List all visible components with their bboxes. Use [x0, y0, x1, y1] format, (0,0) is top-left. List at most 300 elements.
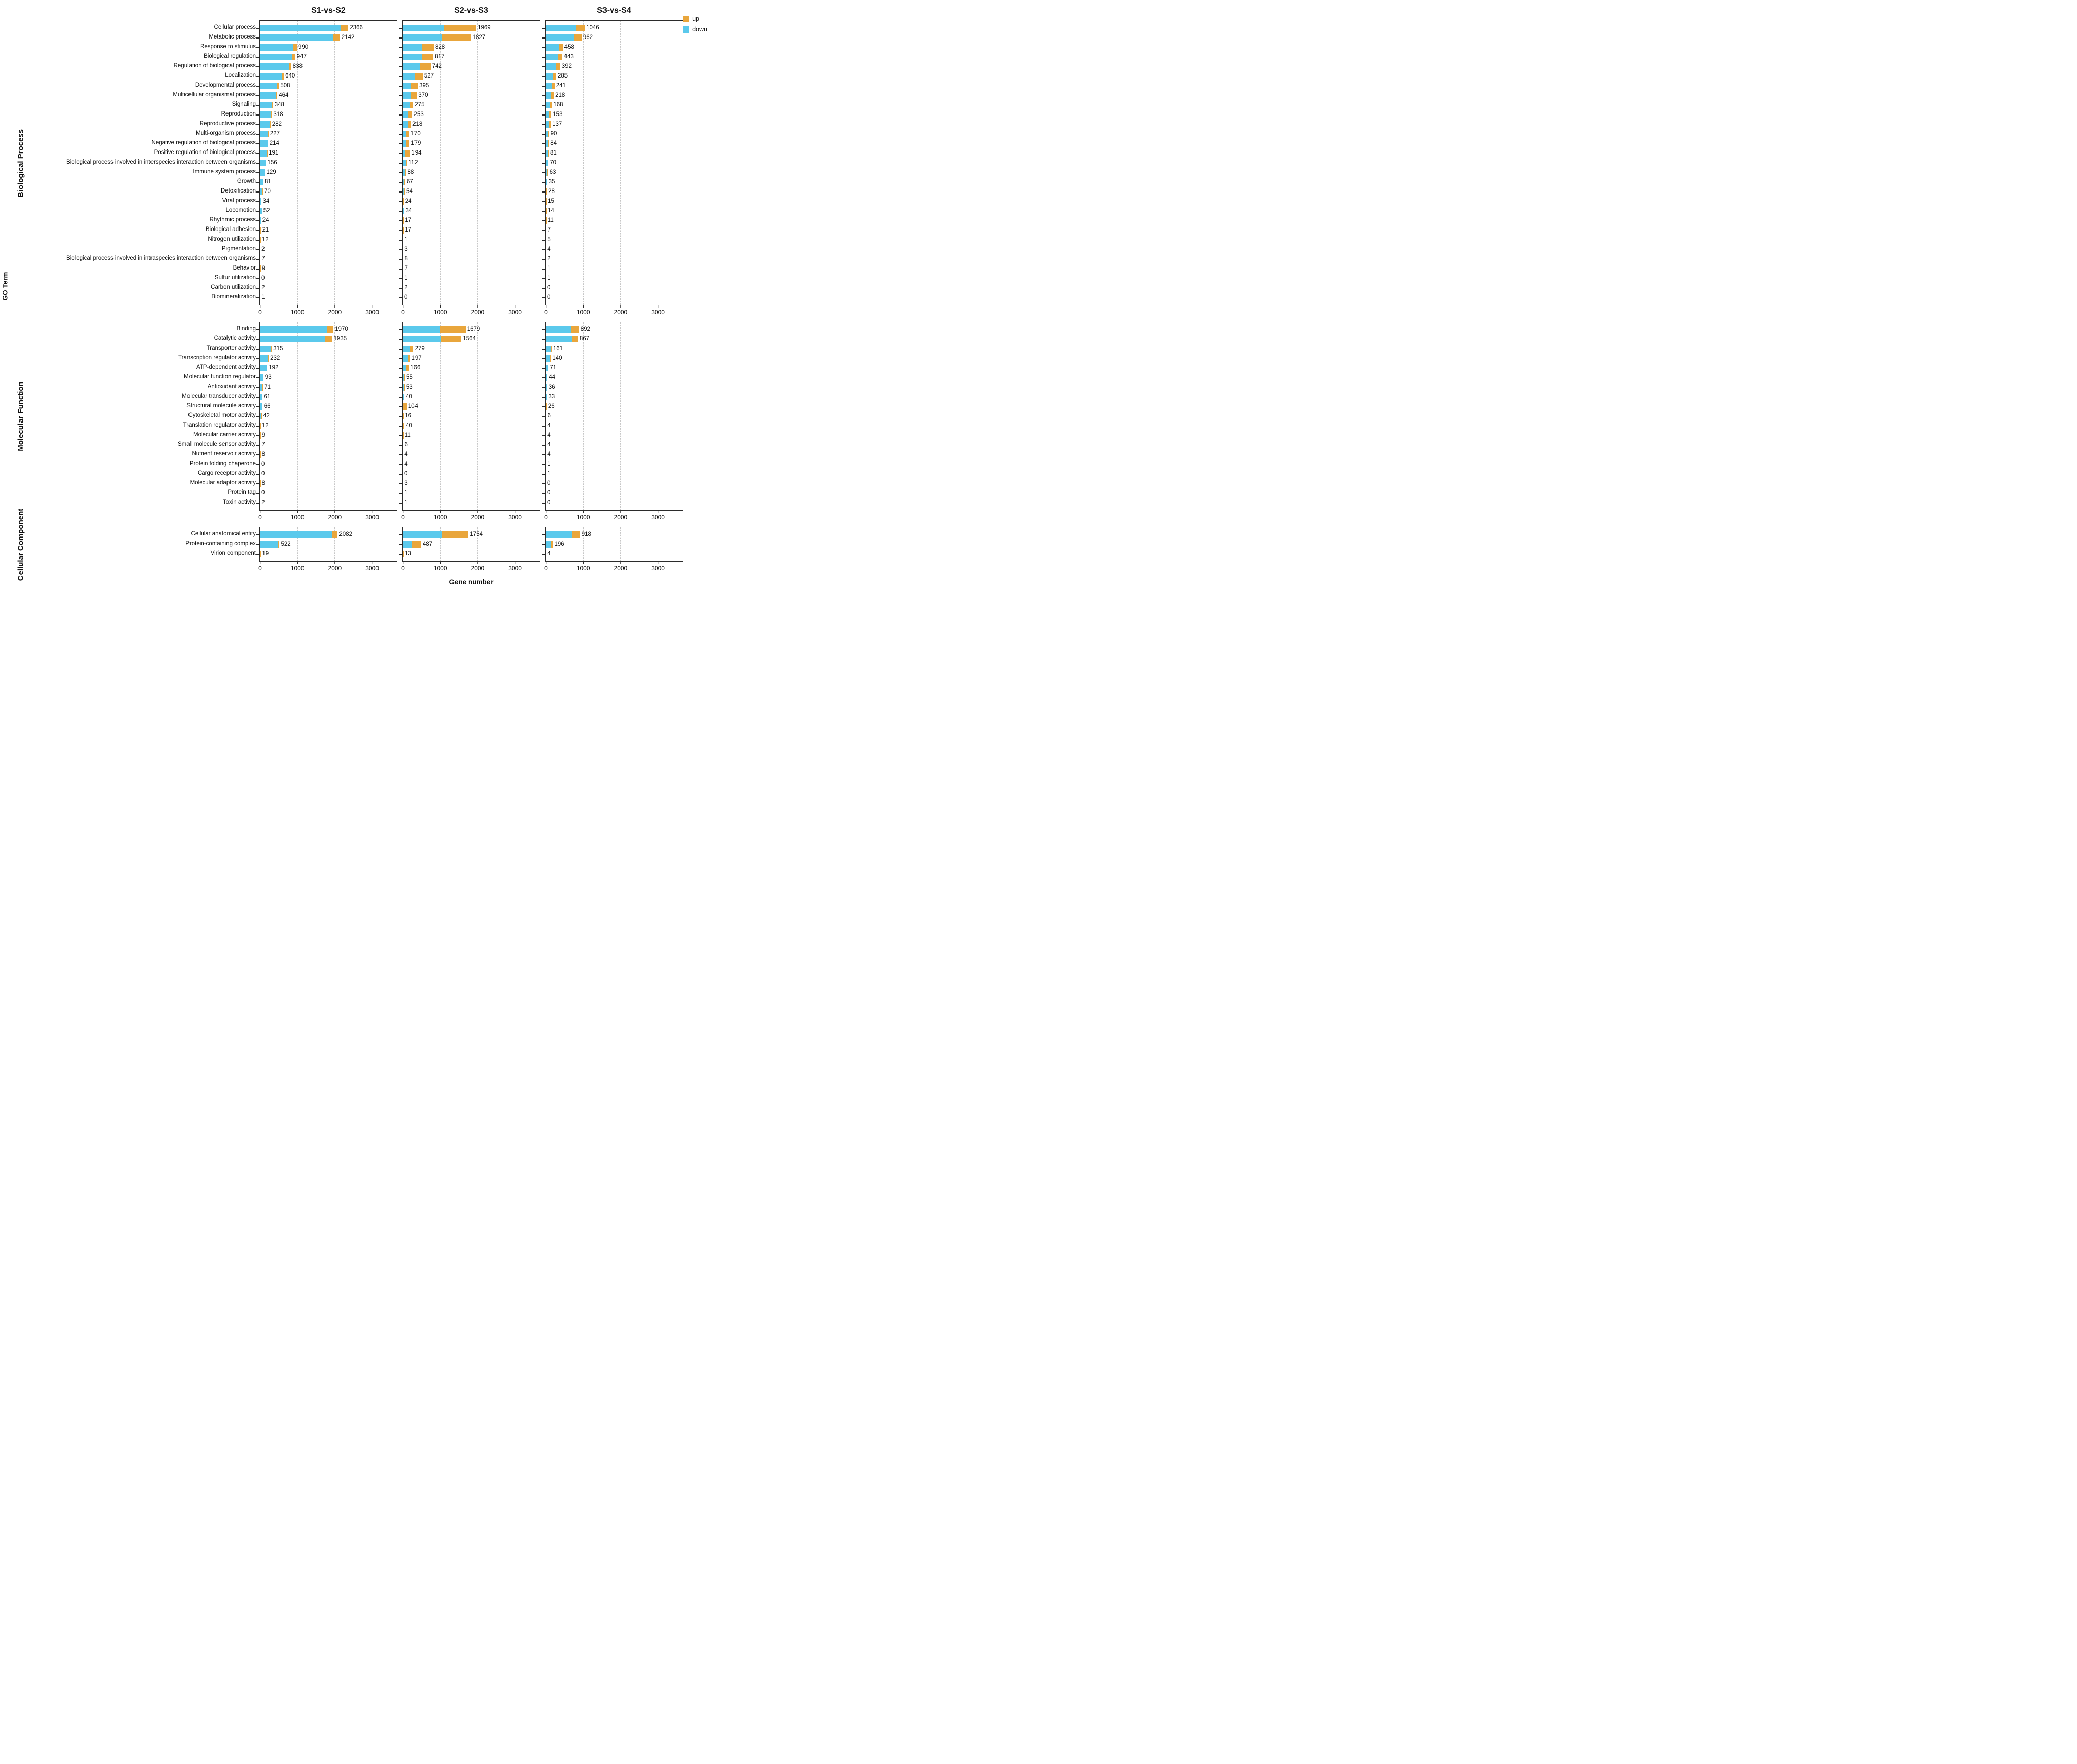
stacked-bar	[260, 92, 277, 99]
stacked-bar	[546, 111, 551, 118]
up-bar-segment	[556, 63, 560, 70]
down-bar-segment	[546, 63, 556, 70]
stacked-bar	[403, 403, 407, 410]
bar-row	[403, 440, 540, 450]
bar-value-label: 12	[261, 237, 269, 243]
bar-value-label: 1	[547, 265, 551, 272]
bar-row	[546, 402, 683, 411]
bar-value-label: 81	[550, 150, 557, 156]
bar-value-label: 7	[547, 227, 551, 233]
bar-row	[260, 488, 397, 498]
x-tick-mark	[546, 562, 547, 564]
bar-row	[546, 264, 683, 274]
x-tick-label: 3000	[651, 565, 665, 572]
go-term-label: Cellular process	[214, 24, 256, 30]
stacked-bar	[546, 326, 579, 333]
bar-value-label: 508	[280, 83, 290, 89]
bar-row	[403, 363, 540, 373]
up-bar-segment	[442, 34, 471, 41]
go-term-label: Regulation of biological process	[173, 63, 256, 69]
up-bar-segment	[415, 73, 423, 80]
bar-value-label: 838	[292, 63, 303, 69]
down-bar-segment	[260, 140, 268, 147]
bar-row	[546, 62, 683, 71]
bar-row	[546, 411, 683, 421]
x-tick-mark	[546, 305, 547, 308]
x-tick-mark	[440, 305, 441, 308]
bars-area	[260, 21, 397, 305]
x-tick-mark	[546, 511, 547, 513]
bar-row	[260, 225, 397, 235]
bp-axis-s3	[545, 305, 683, 318]
bar-row	[403, 245, 540, 254]
bar-row	[260, 382, 397, 392]
bar-value-label: 26	[548, 403, 555, 409]
bar-row	[403, 549, 540, 559]
go-term-label: Sulfur utilization	[214, 275, 256, 281]
stacked-bar	[260, 140, 268, 147]
bar-value-label: 4	[547, 442, 551, 448]
bar-row	[403, 120, 540, 129]
down-bar-segment	[260, 131, 268, 137]
section-side-label	[10, 322, 31, 511]
go-term-label: Positive regulation of biological process	[154, 149, 256, 156]
bar-value-label: 1	[261, 294, 265, 300]
bar-row	[546, 216, 683, 225]
down-bar-segment	[403, 63, 420, 70]
down-bar-segment	[403, 25, 444, 31]
bar-row	[403, 411, 540, 421]
x-tick-mark	[583, 562, 584, 564]
bar-value-label: 104	[408, 403, 418, 409]
bar-value-label: 28	[548, 188, 555, 195]
bar-row	[260, 549, 397, 559]
x-tick-label: 3000	[365, 514, 379, 521]
bar-row	[403, 293, 540, 302]
bar-value-label: 214	[269, 140, 279, 146]
bar-row	[260, 197, 397, 206]
bar-row	[546, 354, 683, 363]
stacked-bar	[546, 92, 554, 99]
bar-row	[260, 168, 397, 177]
go-term-label: Biomineralization	[211, 294, 256, 300]
bar-row	[260, 158, 397, 168]
bar-value-label: 0	[261, 275, 265, 281]
bar-value-label: 90	[550, 131, 557, 137]
bar-value-label: 1046	[586, 25, 599, 31]
bar-row	[403, 264, 540, 274]
bar-value-label: 0	[547, 480, 551, 486]
down-bar-segment	[403, 326, 440, 333]
bp-axis-s2	[402, 305, 540, 318]
bar-row	[260, 530, 397, 540]
bar-row	[403, 139, 540, 148]
bar-row	[403, 254, 540, 264]
bar-value-label: 3	[404, 246, 408, 252]
legend-item-up	[683, 15, 707, 22]
mf-axis-s1	[259, 511, 397, 523]
bar-value-label: 0	[547, 490, 551, 496]
bar-row	[403, 469, 540, 479]
go-term-label: Developmental process	[195, 82, 256, 88]
down-bar-segment	[260, 160, 266, 166]
down-bar-segment	[546, 326, 571, 333]
bar-value-label: 84	[550, 140, 557, 146]
stacked-bar	[260, 83, 279, 89]
bar-value-label: 2	[404, 285, 408, 291]
bar-row	[546, 139, 683, 148]
x-tick-label: 0	[544, 565, 548, 572]
stacked-bar	[403, 54, 433, 60]
bar-row	[403, 283, 540, 293]
go-term-label: Viral process	[222, 198, 256, 204]
bar-value-label: 1970	[335, 326, 348, 332]
stacked-bar	[260, 34, 340, 41]
down-bar-segment	[403, 131, 406, 137]
section-label-biological-process: Biological Process	[16, 129, 25, 197]
bar-row	[546, 33, 683, 43]
down-bar-segment	[260, 44, 293, 51]
bar-value-label: 137	[552, 121, 562, 127]
bar-value-label: 166	[410, 365, 421, 371]
x-tick-label: 0	[544, 514, 548, 521]
down-bar-segment	[260, 121, 270, 128]
x-axis-title-row	[10, 578, 709, 586]
bar-value-label: 81	[264, 179, 271, 185]
bars-area	[546, 527, 683, 561]
up-bar-segment	[441, 336, 461, 342]
bar-value-label: 63	[549, 169, 556, 175]
down-bar-segment	[260, 531, 332, 538]
bar-value-label: 458	[564, 44, 574, 50]
up-bar-segment	[442, 531, 468, 538]
bar-value-label: 0	[261, 471, 265, 477]
up-bar-segment	[444, 25, 476, 31]
bar-row	[403, 235, 540, 245]
bars-area	[403, 21, 540, 305]
go-term-label: Biological process involved in interspecies interaction between organisms	[66, 159, 256, 165]
x-tick-label: 0	[401, 309, 405, 316]
bar-value-label: 21	[262, 227, 269, 233]
stacked-bar	[546, 34, 582, 41]
bar-value-label: 1564	[463, 336, 476, 342]
x-tick-label: 2000	[614, 565, 628, 572]
bar-value-label: 0	[547, 285, 551, 291]
bar-value-label: 392	[561, 63, 572, 69]
section-side-label	[10, 508, 31, 581]
down-bar-segment	[260, 34, 333, 41]
bar-value-label: 7	[261, 256, 265, 262]
x-tick-label: 3000	[508, 565, 522, 572]
bar-value-label: 279	[414, 346, 425, 352]
section-molecular-function	[10, 322, 709, 511]
bar-value-label: 140	[552, 355, 562, 361]
bar-row	[546, 120, 683, 129]
cc-x-axis	[10, 562, 709, 574]
bar-row	[546, 382, 683, 392]
bar-row	[546, 363, 683, 373]
bar-value-label: 4	[404, 461, 408, 467]
x-tick-label: 1000	[290, 565, 305, 572]
up-bar-segment	[332, 531, 338, 538]
up-bar-segment	[558, 54, 562, 60]
mf-category-labels	[31, 322, 259, 511]
go-term-label: Reproduction	[221, 111, 256, 117]
bar-row	[403, 43, 540, 52]
down-bar-segment	[403, 83, 411, 89]
bar-value-label: 179	[411, 140, 421, 146]
bar-row	[260, 52, 397, 62]
down-bar-segment	[260, 63, 289, 70]
down-bar-segment	[260, 83, 277, 89]
bar-row	[546, 540, 683, 549]
bar-value-label: 218	[555, 92, 565, 98]
bar-value-label: 0	[261, 461, 265, 467]
bar-value-label: 443	[563, 54, 574, 60]
x-tick-mark	[403, 511, 404, 513]
legend	[683, 15, 707, 33]
x-tick-mark	[477, 562, 478, 564]
bar-value-label: 14	[547, 208, 554, 214]
x-tick-label: 0	[544, 309, 548, 316]
go-term-label: Biological process involved in intraspecies interaction between organisms	[66, 255, 256, 261]
x-tick-label: 2000	[471, 565, 485, 572]
bar-row	[403, 158, 540, 168]
x-tick-mark	[260, 511, 261, 513]
x-tick-label: 2000	[328, 565, 342, 572]
x-tick-mark	[334, 511, 335, 513]
bar-value-label: 241	[556, 83, 566, 89]
x-tick-label: 3000	[651, 514, 665, 521]
stacked-bar	[546, 336, 578, 342]
down-bar-segment	[403, 92, 411, 99]
bar-value-label: 867	[579, 336, 590, 342]
bar-row	[403, 33, 540, 43]
bar-value-label: 53	[406, 384, 413, 390]
go-term-label: Transcription regulator activity	[178, 355, 256, 361]
bar-value-label: 1	[547, 461, 551, 467]
bar-row	[260, 71, 397, 81]
bar-value-label: 1935	[333, 336, 347, 342]
bar-row	[546, 43, 683, 52]
x-tick-label: 3000	[365, 565, 379, 572]
bar-row	[260, 23, 397, 33]
bar-row	[260, 274, 397, 283]
down-bar-segment	[546, 541, 551, 548]
bar-row	[546, 148, 683, 158]
stacked-bar	[403, 34, 471, 41]
x-tick-label: 2000	[471, 309, 485, 316]
go-term-label: Antioxidant activity	[207, 384, 256, 390]
bar-value-label: 348	[274, 102, 284, 108]
go-term-label: Transporter activity	[206, 345, 256, 351]
down-bar-segment	[403, 44, 422, 51]
stacked-bar	[403, 63, 431, 70]
x-tick-label: 0	[258, 514, 262, 521]
bar-value-label: 19	[262, 551, 269, 557]
down-bar-segment	[260, 150, 267, 157]
x-tick-mark	[372, 562, 373, 564]
bar-row	[546, 459, 683, 469]
stacked-bar	[546, 102, 552, 108]
bar-row	[403, 23, 540, 33]
stacked-bar	[546, 541, 553, 548]
cc-panel-s3-vs-s4	[545, 527, 683, 562]
bar-row	[403, 344, 540, 354]
down-bar-segment	[403, 73, 415, 80]
bar-row	[546, 158, 683, 168]
bar-value-label: 17	[405, 227, 412, 233]
go-term-label: Signaling	[232, 101, 256, 107]
bar-value-label: 13	[404, 551, 411, 557]
bar-value-label: 2082	[339, 531, 352, 538]
bar-value-label: 395	[419, 83, 429, 89]
bar-row	[403, 373, 540, 382]
bars-area	[403, 527, 540, 561]
bar-value-label: 88	[407, 169, 414, 175]
bp-panel-s1-vs-s2	[259, 20, 397, 305]
x-tick-label: 1000	[576, 309, 590, 316]
down-bar-segment	[546, 73, 553, 80]
bar-value-label: 4	[547, 423, 551, 429]
bar-row	[260, 81, 397, 91]
bar-row	[260, 540, 397, 549]
stacked-bar	[260, 541, 279, 548]
x-tick-mark	[403, 562, 404, 564]
go-term-label: Molecular adaptor activity	[190, 480, 256, 486]
down-bar-segment	[403, 365, 406, 371]
bar-value-label: 54	[406, 188, 413, 195]
x-tick-label: 3000	[508, 514, 522, 521]
bar-row	[403, 354, 540, 363]
up-bar-segment	[571, 326, 579, 333]
go-term-label: Molecular function regulator	[184, 374, 256, 380]
go-term-label: Multicellular organismal process	[173, 92, 256, 98]
go-term-label: Growth	[237, 178, 256, 184]
bar-row	[546, 52, 683, 62]
bar-row	[546, 71, 683, 81]
bar-row	[546, 293, 683, 302]
x-axis-title: Gene number	[449, 578, 494, 586]
bar-row	[546, 23, 683, 33]
x-tick-mark	[260, 305, 261, 308]
down-bar-segment	[546, 34, 574, 41]
bar-value-label: 742	[432, 63, 442, 69]
bp-panel-s3-vs-s4	[545, 20, 683, 305]
stacked-bar	[546, 131, 549, 137]
go-term-label: Response to stimulus	[200, 44, 256, 50]
bar-row	[546, 129, 683, 139]
down-bar-segment	[546, 102, 550, 108]
x-tick-label: 3000	[651, 309, 665, 316]
cc-axis-s3	[545, 562, 683, 574]
go-term-label: Binding	[236, 326, 256, 332]
go-term-label: Small molecule sensor activity	[177, 441, 256, 447]
bar-row	[403, 187, 540, 197]
stacked-bar	[403, 541, 421, 548]
go-term-label: Metabolic process	[209, 34, 256, 40]
up-bar-segment	[411, 83, 418, 89]
bar-value-label: 318	[273, 111, 283, 118]
bar-value-label: 192	[269, 365, 279, 371]
stacked-bar	[546, 346, 552, 352]
stacked-bar	[403, 102, 413, 108]
stacked-bar	[546, 121, 551, 128]
bar-row	[403, 450, 540, 459]
go-term-label: Cargo receptor activity	[197, 470, 256, 476]
go-term-label: Biological regulation	[204, 53, 256, 59]
bar-value-label: 4	[404, 451, 408, 457]
bar-row	[403, 225, 540, 235]
bar-row	[403, 488, 540, 498]
x-tick-label: 0	[401, 565, 405, 572]
down-bar-segment	[546, 54, 558, 60]
x-tick-mark	[440, 562, 441, 564]
bar-value-label: 7	[261, 442, 265, 448]
bp-x-axis	[10, 305, 709, 318]
bar-value-label: 0	[547, 294, 551, 300]
up-bar-segment	[574, 34, 582, 41]
down-bar-segment	[260, 541, 278, 548]
up-bar-segment	[406, 140, 410, 147]
x-tick-label: 0	[258, 309, 262, 316]
bar-value-label: 196	[554, 541, 564, 547]
bar-row	[546, 177, 683, 187]
bar-value-label: 2	[261, 246, 265, 252]
up-bar-segment	[559, 44, 563, 51]
x-tick-mark	[658, 562, 659, 564]
bar-row	[403, 479, 540, 488]
x-tick-mark	[334, 305, 335, 308]
bar-row	[403, 206, 540, 216]
bar-value-label: 282	[272, 121, 282, 127]
bar-row	[546, 421, 683, 431]
bar-value-label: 4	[547, 432, 551, 438]
down-bar-segment	[546, 355, 550, 362]
bar-value-label: 8	[404, 256, 408, 262]
up-bar-segment	[293, 44, 297, 51]
stacked-bar	[260, 355, 269, 362]
bar-row	[546, 440, 683, 450]
go-term-label: Reproductive process	[199, 121, 256, 127]
bar-row	[260, 206, 397, 216]
down-bar-segment	[403, 336, 441, 342]
bar-value-label: 12	[261, 423, 269, 429]
bars-area	[260, 527, 397, 561]
bar-value-label: 315	[273, 346, 283, 352]
go-term-label: Virion component	[210, 550, 256, 556]
bar-value-label: 285	[557, 73, 568, 79]
stacked-bar	[546, 25, 585, 31]
bar-value-label: 24	[262, 217, 269, 223]
bar-value-label: 918	[581, 531, 591, 538]
go-term-label: Structural molecule activity	[186, 403, 256, 409]
bar-row	[546, 283, 683, 293]
bar-value-label: 34	[405, 208, 412, 214]
bar-value-label: 370	[418, 92, 428, 98]
bar-row	[260, 459, 397, 469]
up-bar-segment	[572, 531, 580, 538]
down-bar-segment	[260, 365, 267, 371]
bar-row	[260, 293, 397, 302]
bar-row	[260, 216, 397, 225]
bar-value-label: 1	[404, 500, 408, 506]
go-term-label: Toxin activity	[222, 499, 256, 505]
bar-row	[260, 120, 397, 129]
bar-value-label: 24	[405, 198, 412, 204]
bars-area	[403, 322, 540, 510]
up-bar-segment	[341, 25, 348, 31]
